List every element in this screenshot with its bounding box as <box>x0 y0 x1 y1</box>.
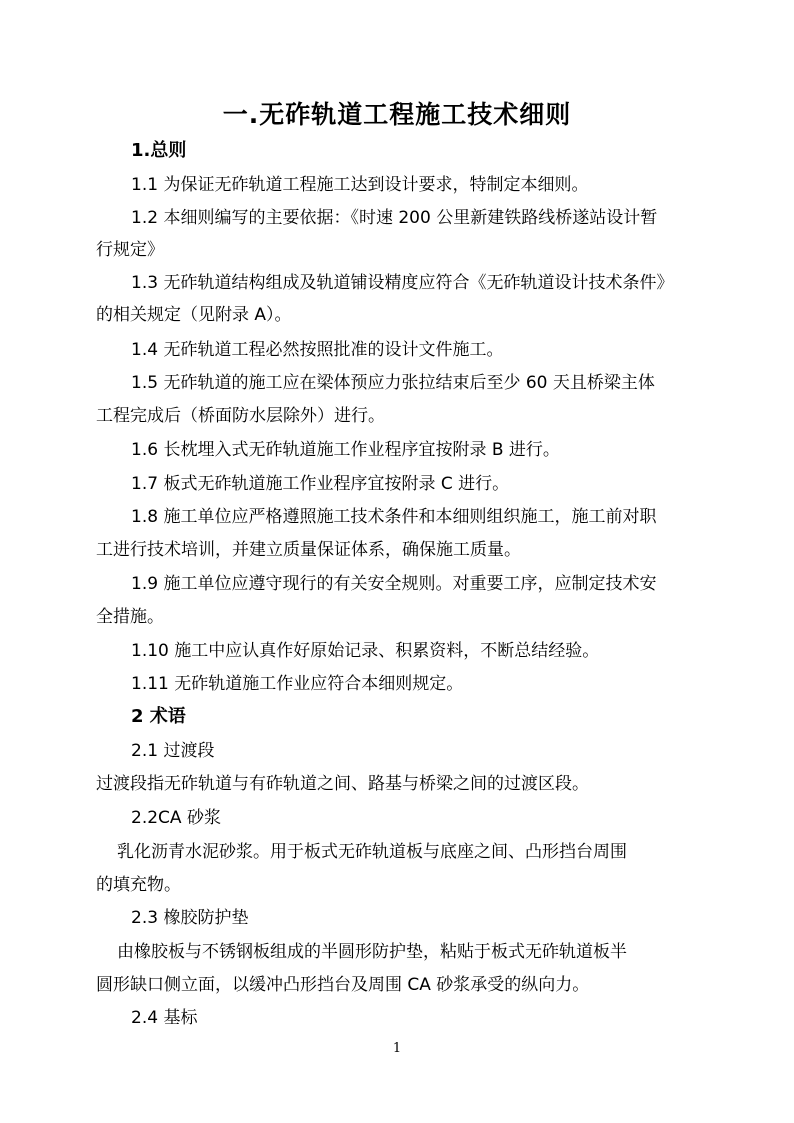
paragraph-line: 的相关规定（见附录 A）。 <box>96 305 292 325</box>
term-heading: 2.3 橡胶防护垫 <box>131 908 249 928</box>
paragraph-line: 1.4 无砟轨道工程必然按照批准的设计文件施工。 <box>131 340 504 360</box>
paragraph-line: 全措施。 <box>96 607 164 627</box>
document-title: 一.无砟轨道工程施工技术细则 <box>222 100 572 129</box>
paragraph-line: 1.6 长枕埋入式无砟轨道施工作业程序宜按附录 B 进行。 <box>131 440 560 460</box>
paragraph-line: 工进行技术培训，并建立质量保证体系，确保施工质量。 <box>96 540 521 560</box>
paragraph-line: 1.11 无砟轨道施工作业应符合本细则规定。 <box>131 674 464 694</box>
paragraph-line: 圆形缺口侧立面，以缓冲凸形挡台及周围 CA 砂浆承受的纵向力。 <box>96 975 590 995</box>
paragraph-line: 1.3 无砟轨道结构组成及轨道铺设精度应符合《无砟轨道设计技术条件》 <box>131 273 674 293</box>
paragraph-line: 1.9 施工单位应遵守现行的有关安全规则。对重要工序，应制定技术安 <box>131 574 657 594</box>
term-heading: 2.2CA 砂浆 <box>131 808 221 828</box>
paragraph-line: 过渡段指无砟轨道与有砟轨道之间、路基与桥梁之间的过渡区段。 <box>96 774 589 794</box>
paragraph-line: 工程完成后（桥面防水层除外）进行。 <box>96 406 385 426</box>
paragraph-line: 1.1 为保证无砟轨道工程施工达到设计要求，特制定本细则。 <box>131 175 589 195</box>
paragraph-line: 1.2 本细则编写的主要依据：《时速 200 公里新建铁路线桥遂站设计暂 <box>131 208 658 228</box>
paragraph-line: 乳化沥青水泥砂浆。用于板式无砟轨道板与底座之间、凸形挡台周围 <box>117 842 627 862</box>
paragraph-line: 1.10 施工中应认真作好原始记录、积累资料，不断总结经验。 <box>131 641 600 661</box>
section-heading-terms: 2 术语 <box>131 706 186 727</box>
term-heading: 2.4 基标 <box>131 1008 198 1028</box>
paragraph-line: 行规定》 <box>96 240 164 260</box>
paragraph-line: 1.8 施工单位应严格遵照施工技术条件和本细则组织施工，施工前对职 <box>131 507 657 527</box>
paragraph-line: 的填充物。 <box>96 875 181 895</box>
term-heading: 2.1 过渡段 <box>131 741 215 761</box>
page-number: 1 <box>392 1041 402 1056</box>
section-heading-general: 1.总则 <box>131 140 187 161</box>
paragraph-line: 由橡胶板与不锈钢板组成的半圆形防护垫，粘贴于板式无砟轨道板半 <box>117 942 627 962</box>
paragraph-line: 1.5 无砟轨道的施工应在梁体预应力张拉结束后至少 60 天且桥梁主体 <box>131 373 655 393</box>
paragraph-line: 1.7 板式无砟轨道施工作业程序宜按附录 C 进行。 <box>131 474 510 494</box>
